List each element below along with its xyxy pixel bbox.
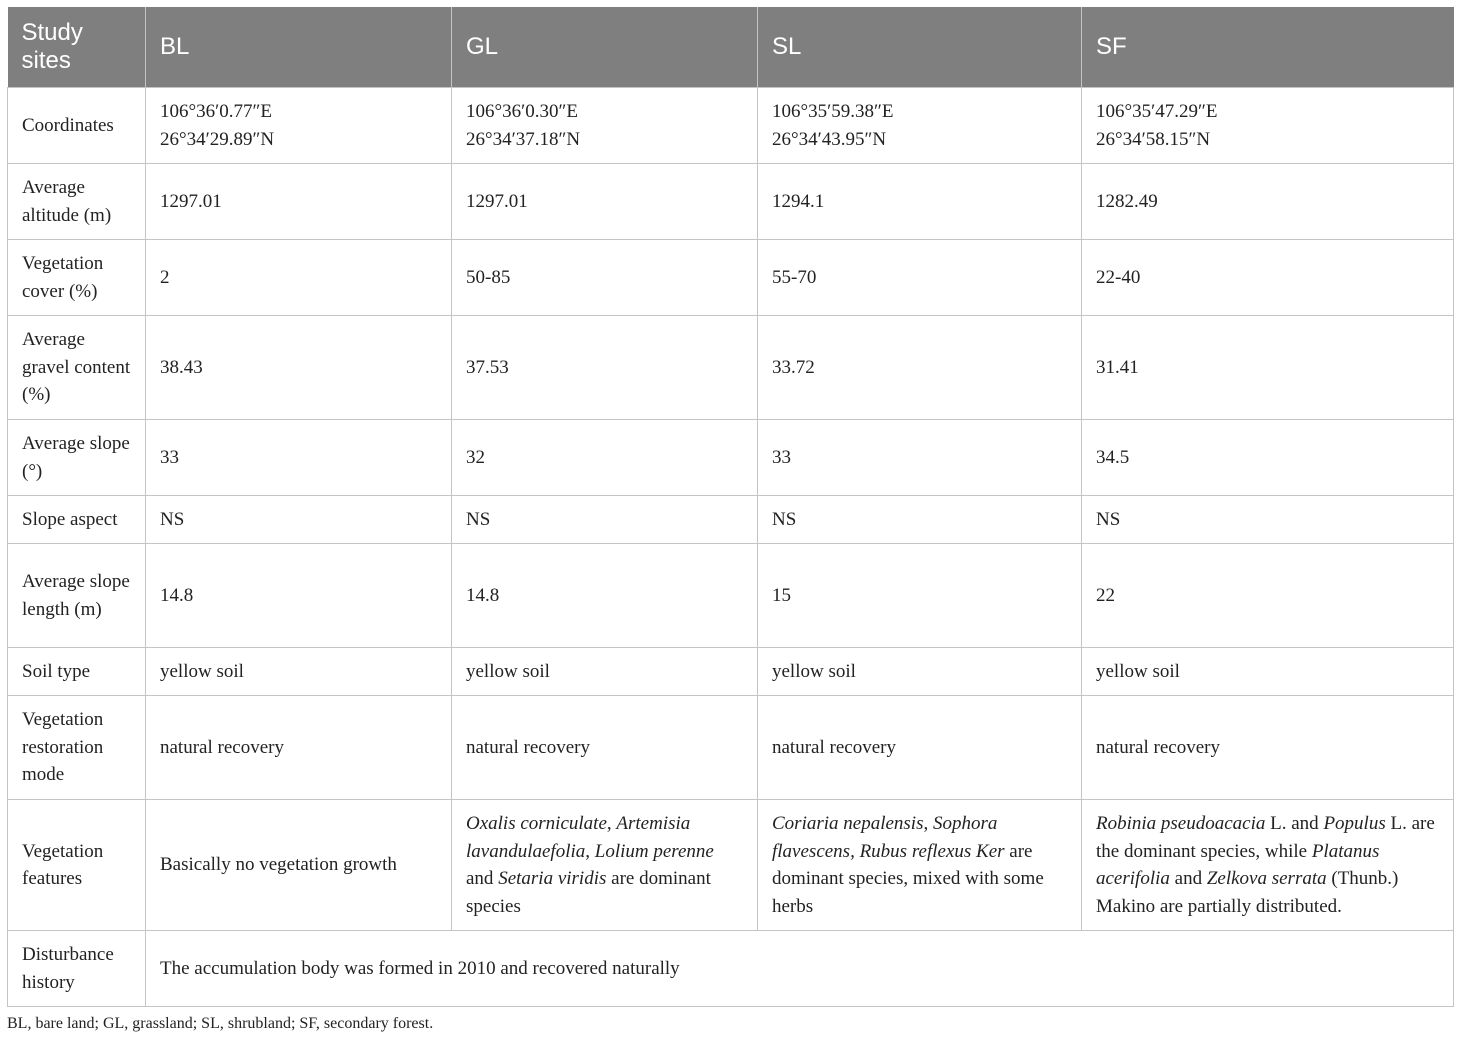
row-label: Average slope (°) [8, 420, 146, 496]
table-cell: The accumulation body was formed in 2010 and recovered naturally [146, 931, 1454, 1007]
header-cell: BL [146, 7, 452, 88]
cell-text: L. and [1265, 813, 1324, 834]
table-cell: 50-85 [452, 240, 758, 316]
table-row [8, 931, 1454, 1007]
row-label: Vegetation features [8, 800, 146, 931]
species-name: Platanus acerifolia [1096, 840, 1380, 889]
table-cell: 38.43 [146, 316, 452, 420]
table-row [8, 420, 1454, 496]
species-name: Setaria viridis [498, 868, 607, 889]
table-cell: 37.53 [452, 316, 758, 420]
table-cell: 106°35′59.38″E 26°34′43.95″N [758, 88, 1082, 164]
table-cell: 15 [758, 544, 1082, 648]
table-cell: 33 [146, 420, 452, 496]
table-cell: natural recovery [1082, 696, 1454, 800]
table-cell: natural recovery [146, 696, 452, 800]
species-name: Artemisia lavandulaefolia [466, 813, 691, 862]
table-cell: 106°35′47.29″E 26°34′58.15″N [1082, 88, 1454, 164]
table-cell: 1282.49 [1082, 164, 1454, 240]
table-row [8, 800, 1454, 931]
cell-text: (Thunb.) Makino are partially distributed. [1096, 868, 1399, 917]
species-name: Sophora flavescens, Rubus reflexus Ker [772, 813, 1005, 862]
cell-text: , [923, 813, 933, 834]
table-cell: yellow soil [452, 648, 758, 696]
table-cell: 32 [452, 420, 758, 496]
table-row [8, 240, 1454, 316]
table-cell: 33.72 [758, 316, 1082, 420]
row-label: Average slope length (m) [8, 544, 146, 648]
table-cell: natural recovery [452, 696, 758, 800]
table-cell: 2 [146, 240, 452, 316]
table-cell: NS [758, 496, 1082, 544]
table-cell: 14.8 [146, 544, 452, 648]
table-row [8, 696, 1454, 800]
table-cell: yellow soil [1082, 648, 1454, 696]
species-name: Populus [1323, 813, 1386, 834]
table-row [8, 544, 1454, 648]
table-cell: 33 [758, 420, 1082, 496]
table-cell: 31.41 [1082, 316, 1454, 420]
row-label: Vegetation restoration mode [8, 696, 146, 800]
species-name: Oxalis corniculate [466, 813, 607, 834]
cell-text: are dominant species, mixed with some herbs [772, 840, 1044, 917]
species-name: Robinia pseudoacacia [1096, 813, 1266, 834]
species-name: Coriaria nepalensis [772, 813, 924, 834]
table-cell: 22 [1082, 544, 1454, 648]
row-label: Average altitude (m) [8, 164, 146, 240]
table-cell: 1297.01 [146, 164, 452, 240]
row-label: Vegetation cover (%) [8, 240, 146, 316]
cell-text: , [585, 840, 595, 862]
table-cell: 1294.1 [758, 164, 1082, 240]
table-row [8, 496, 1454, 544]
table-cell: 55-70 [758, 240, 1082, 316]
table-cell: natural recovery [758, 696, 1082, 800]
table-cell: 14.8 [452, 544, 758, 648]
cell-text: and [466, 868, 499, 889]
table-cell: NS [146, 496, 452, 544]
row-label: Coordinates [8, 88, 146, 164]
table-cell: 106°36′0.30″E 26°34′37.18″N [452, 88, 758, 164]
cell-text: , [606, 813, 617, 834]
table-cell: 34.5 [1082, 420, 1454, 496]
cell-text: are dominant species [466, 868, 711, 917]
header-cell: Study sites [8, 7, 146, 88]
table-cell: yellow soil [146, 648, 452, 696]
table-row [8, 648, 1454, 696]
cell-text: L. are the dominant species, while [1096, 813, 1435, 862]
cell-text: and [1169, 868, 1207, 889]
table-row [8, 164, 1454, 240]
table-cell [146, 800, 452, 931]
cell-text: Basically no vegetation growth [160, 854, 397, 876]
table-cell [1082, 800, 1454, 931]
header-cell: SL [758, 7, 1082, 88]
study-sites-table [7, 7, 1454, 1007]
table-row [8, 88, 1454, 164]
header-row [8, 7, 1454, 88]
table-cell [758, 800, 1082, 931]
row-label: Disturbance history [8, 931, 146, 1007]
header-cell: SF [1082, 7, 1454, 88]
row-label: Average gravel content (%) [8, 316, 146, 420]
table-cell: NS [452, 496, 758, 544]
row-label: Soil type [8, 648, 146, 696]
row-label: Slope aspect [8, 496, 146, 544]
header-cell: GL [452, 7, 758, 88]
table-container [7, 7, 1453, 1007]
table-cell: 22-40 [1082, 240, 1454, 316]
species-name: Zelkova serrata [1206, 868, 1327, 889]
table-cell: NS [1082, 496, 1454, 544]
table-cell: yellow soil [758, 648, 1082, 696]
species-name: Lolium perenne [594, 840, 714, 862]
table-cell: 1297.01 [452, 164, 758, 240]
table-row [8, 316, 1454, 420]
table-cell: 106°36′0.77″E 26°34′29.89″N [146, 88, 452, 164]
table-cell [452, 800, 758, 931]
table-footnote: BL, bare land; GL, grassland; SL, shrubland; SF, secondary forest. [7, 1015, 434, 1032]
